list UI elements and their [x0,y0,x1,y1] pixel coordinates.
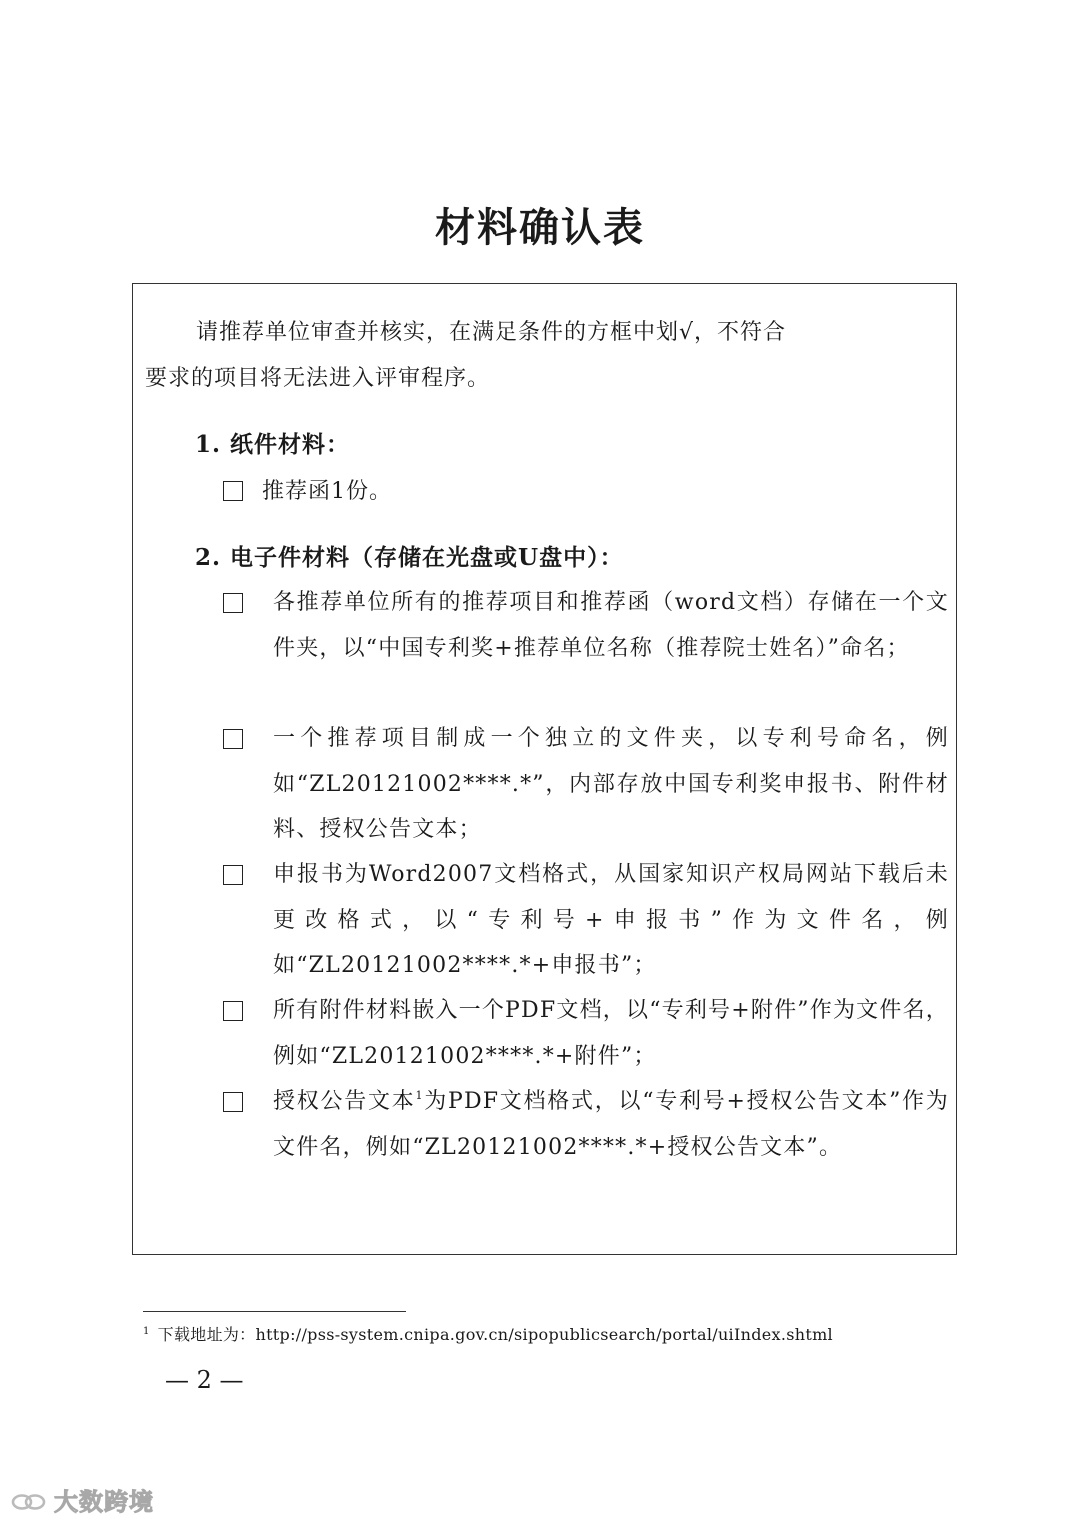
chain-link-logo-icon [10,1490,48,1514]
footnote-text: 下载地址为：http://pss-system.cnipa.gov.cn/sipopublicsearch/portal/uiIndex.shtml [157,1325,833,1344]
page-number: — 2 — [165,1366,244,1394]
grant-text-before: 授权公告文本 [273,1089,416,1114]
footnote [143,1324,833,1346]
electronic-item-folder-naming: 各推荐单位所有的推荐项目和推荐函（word文档）存储在一个文件夹，以“中国专利奖+推荐单位名称（推荐院士姓名）”命名； [273,590,949,661]
section-1-heading: 1. 纸件材料： [195,431,351,458]
checkbox-folder-naming[interactable] [223,593,243,613]
electronic-item-application-form: 申报书为Word2007文档格式，从国家知识产权局网站下载后未更改格式，以“专利号+申报书”作为文件名，例如“ZL20121002****.*+申报书”； [273,862,949,978]
checkbox-grant-publication[interactable] [223,1092,243,1112]
electronic-item-grant-publication [273,1079,949,1170]
checkbox-application-form[interactable] [223,865,243,885]
watermark-text: 大数跨境 [54,1488,154,1516]
footnote-reference: 1 [415,1089,424,1102]
checkbox-attachments-pdf[interactable] [223,1001,243,1021]
intro-line-1: 请推荐单位审查并核实，在满足条件的方框中划√，不符合 [196,320,787,345]
section-2-heading: 2. 电子件材料（存储在光盘或U盘中）： [195,544,624,571]
intro-line-2: 要求的项目将无法进入评审程序。 [145,366,491,391]
electronic-item-attachments-pdf: 所有附件材料嵌入一个PDF文档，以“专利号+附件”作为文件名，例如“ZL20121002****.*+附件”； [273,998,949,1069]
grant-text-after: 为PDF文档格式，以“专利号+授权公告文本”作为文件名，例如“ZL20121002****.*+授权公告文本”。 [273,1089,949,1160]
page-title: 材料确认表 [435,205,645,251]
electronic-item-project-folder: 一个推荐项目制成一个独立的文件夹，以专利号命名，例如“ZL20121002****.*”，内部存放中国专利奖申报书、附件材料、授权公告文本； [273,726,949,842]
checkbox-recommendation-letter[interactable] [223,481,243,501]
checkbox-project-folder[interactable] [223,729,243,749]
paper-item-recommendation-letter: 推荐函1份。 [262,479,392,504]
footnote-marker: 1 [143,1326,150,1337]
watermark [10,1488,154,1516]
footnote-separator [143,1311,406,1312]
